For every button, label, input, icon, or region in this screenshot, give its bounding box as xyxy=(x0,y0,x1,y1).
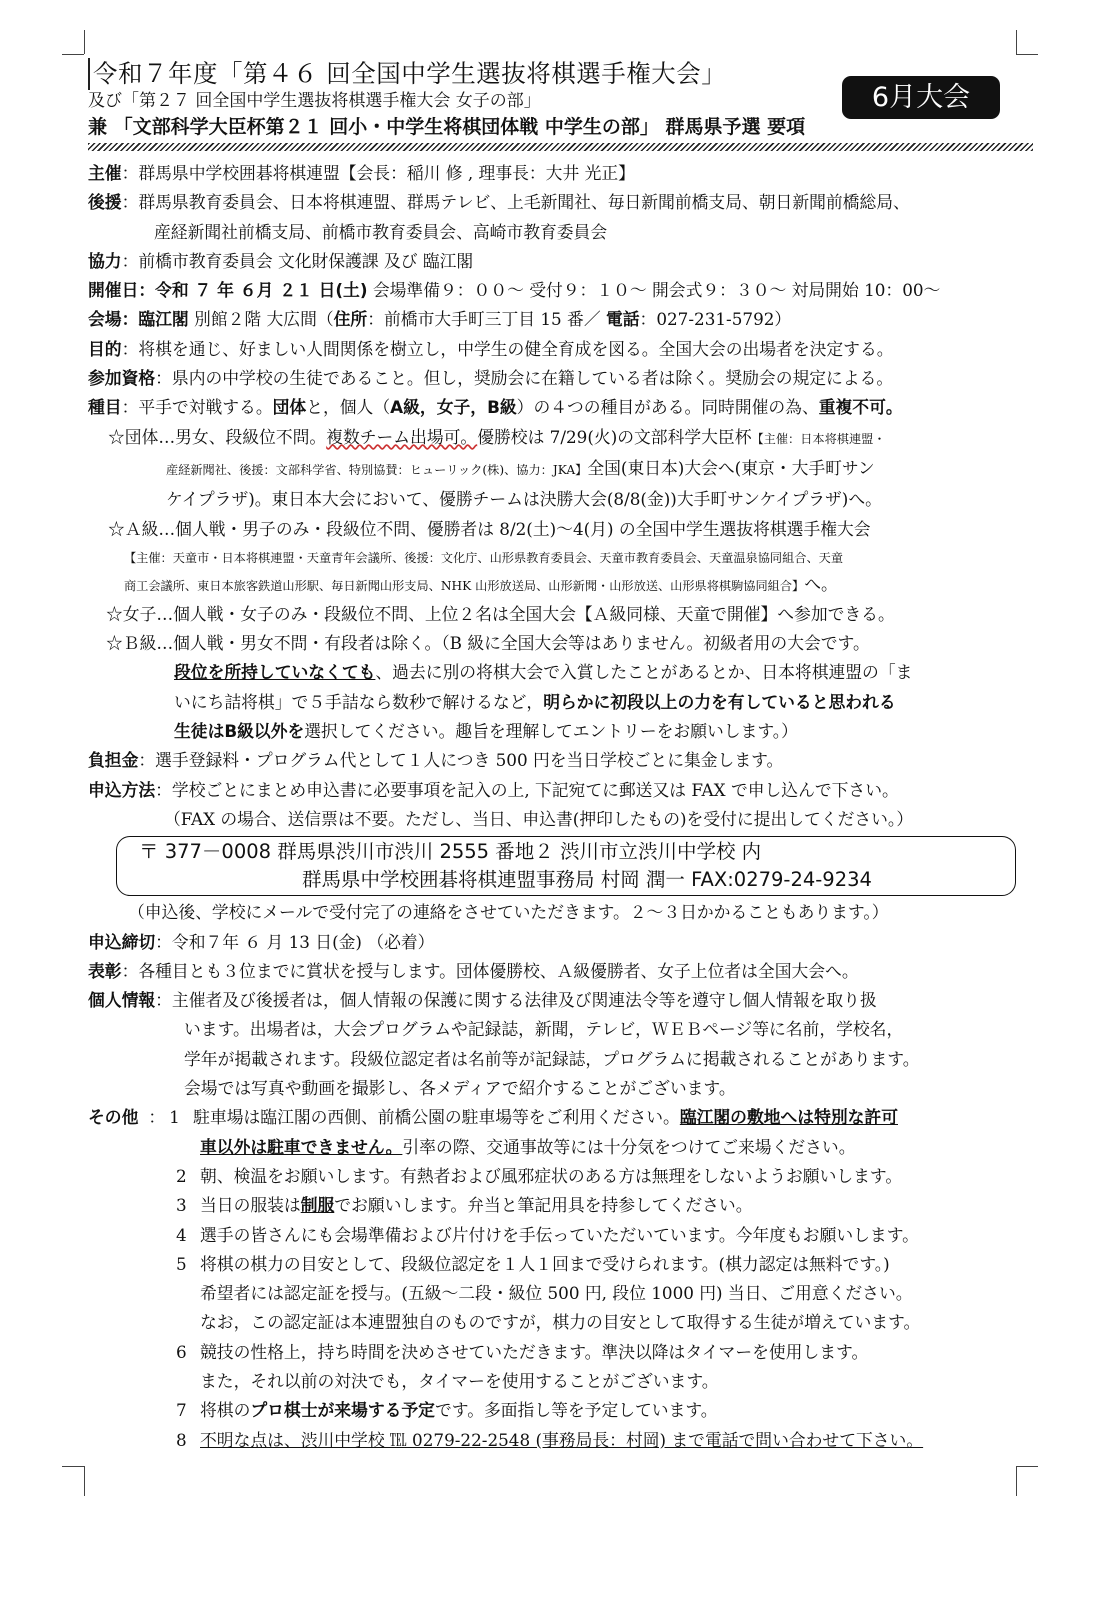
other-item-7 xyxy=(88,1396,1033,1425)
other-item-6b xyxy=(88,1367,1033,1396)
crop-mark-bottom-right-v xyxy=(1016,1466,1017,1496)
class-b-text: いにち詰将棋」で５手詰なら数秒で解けるなど， xyxy=(174,691,544,712)
privacy-row-4 xyxy=(88,1074,1033,1103)
team-text: 優勝校は 7/29(火)の文部科学大臣杯 xyxy=(477,426,752,447)
crop-mark-bottom-left xyxy=(62,1466,84,1467)
class-b-emphasis: 生徒はB級以外を xyxy=(174,721,305,742)
other-item-1 xyxy=(88,1103,1033,1132)
class-b-row-2 xyxy=(88,658,1033,687)
item-number: 3 xyxy=(176,1195,187,1216)
title-line-2: 及び「第２７ 回全国中学生選抜将棋選手権大会 女子の部」 xyxy=(88,91,541,111)
privacy-row xyxy=(88,986,1033,1015)
privacy-label: 個人情報 xyxy=(88,990,156,1011)
class-a-text: ☆Ａ級…個人戦・男子のみ・段級位不問、優勝者は 8/2(土)～4(月) の全国中学生選抜将棋選手権大会 xyxy=(108,518,871,539)
other-item-5b xyxy=(88,1279,1033,1308)
categories-label: 種目 xyxy=(88,397,122,418)
class-b-emphasis: 明らかに初段以上の力を有していると思われる xyxy=(543,691,896,712)
item-text: 競技の性格上，持ち時間を決めさせていただきます。準決以降はタイマーを使用します。 xyxy=(200,1341,869,1362)
organizer-row xyxy=(88,159,1033,188)
item-text: 選手の皆さんにも会場準備および片付けを手伝っていただいています。今年度もお願いします。 xyxy=(200,1224,919,1245)
item-text: 引率の際、交通事故等には十分気をつけてご来場ください。 xyxy=(402,1136,856,1157)
title-block xyxy=(88,58,1033,141)
item-text: でお願いします。弁当と筆記用具を持参してください。 xyxy=(334,1195,753,1216)
other-item-5c xyxy=(88,1308,1033,1337)
schedule-text: 会場準備９：００～ 受付９：１０～ 開会式９：３０～ 対局開始 10：00～ xyxy=(367,280,941,301)
date-label: 開催日 xyxy=(88,280,139,301)
categories-text: ）の４つの種目がある。同時開催の為、 xyxy=(516,397,819,418)
awards-label: 表彰 xyxy=(88,960,122,981)
month-badge: 6月大会 xyxy=(842,76,1000,119)
privacy-row-2 xyxy=(88,1015,1033,1044)
cooperation-text: ：前橋市教育委員会 文化財保護課 及び 臨江閣 xyxy=(121,250,474,271)
item-number: 1 xyxy=(169,1107,180,1128)
organizer-label: 主催 xyxy=(88,163,122,183)
sponsor-label: 後援 xyxy=(88,192,122,213)
item-number: 8 xyxy=(176,1429,187,1450)
no-duplicate-note: 重複不可。 xyxy=(818,397,903,418)
sponsor-row xyxy=(88,188,1033,217)
other-colon: ： xyxy=(148,1107,166,1128)
awards-text: ：各種目とも３位までに賞状を授与します。団体優勝校、Ａ級優勝者、女子上位者は全国大会へ。 xyxy=(121,960,859,981)
other-item-6 xyxy=(88,1338,1033,1367)
address-line-2: 群馬県中学校囲碁将棋連盟事務局 村岡 潤一 FAX:0279-24-9234 xyxy=(302,868,872,892)
team-text: ケイプラザ)。東日本大会において、優勝チームは決勝大会(8/8(金))大手町サンケイプラザ)へ。 xyxy=(166,489,882,510)
after-note-text: （申込後、学校にメールで受付完了の連絡をさせていただきます。２～３日かかることもあります。） xyxy=(128,902,889,923)
application-text-1: ：学校ごとにまとめ申込書に必要事項を記入の上, 下記宛てに郵送又は FAX で申し込んで下さい。 xyxy=(155,779,899,800)
venue-row xyxy=(88,305,1033,334)
cooperation-label: 協力 xyxy=(88,250,122,271)
class-b-text: 、過去に別の将棋大会で入賞したことがあるとか、日本将棋連盟の「ま xyxy=(375,662,913,683)
multiple-teams-note: 複数チーム出場可。 xyxy=(326,426,478,447)
item-number: 7 xyxy=(176,1400,187,1421)
other-item-1b xyxy=(88,1133,1033,1162)
class-b-row-3 xyxy=(88,688,1033,717)
categories-sep: ， xyxy=(419,397,437,418)
categories-text: と，個人（ xyxy=(306,397,391,418)
address-line-1: 〒 377－0008 群馬県渋川市渋川 2555 番地２ 渋川市立渋川中学校 内 xyxy=(139,840,762,864)
deadline-label: 申込締切 xyxy=(88,931,156,952)
deadline-row xyxy=(88,928,1033,957)
item-emphasis: プロ棋士が来場する予定 xyxy=(250,1400,435,1421)
class-b-row-1 xyxy=(88,629,1033,658)
other-item-5 xyxy=(88,1250,1033,1279)
other-label: その他 xyxy=(88,1107,139,1128)
item-number: 5 xyxy=(176,1253,187,1274)
eligibility-label: 参加資格 xyxy=(88,368,156,389)
class-a-small-note: 商工会議所、東日本旅客鉄道山形駅、毎日新聞山形支局、NHK 山形放送局、山形新聞・山形放送、山形県将棋駒協同組合】 xyxy=(124,578,805,593)
application-text-2: （FAX の場合、送信票は不要。ただし、当日、申込書(押印したもの)を受付に提出してください。） xyxy=(164,808,914,829)
item-text: 朝、検温をお願いします。有熱者および風邪症状のある方は無理をしないようお願いします。 xyxy=(200,1165,903,1186)
title-line-1: 令和７年度「第４６ 回全国中学生選抜将棋選手権大会」 xyxy=(88,58,1033,90)
girls-text: ☆女子…個人戦・女子のみ・段級位不問、上位２名は全国大会【Ａ級同様、天童で開催】へ参加できる。 xyxy=(106,603,895,624)
team-row-2 xyxy=(88,454,1033,485)
category-b: B級 xyxy=(487,397,517,418)
hatched-divider xyxy=(88,143,1033,151)
team-row-1 xyxy=(88,423,1033,454)
category-team: 団体 xyxy=(272,397,307,418)
sponsor-row-2 xyxy=(88,218,1033,247)
fee-text: ：選手登録料・プログラム代として１人につき 500 円を当日学校ごとに集金します。 xyxy=(138,750,784,771)
privacy-text-2: います。出場者は，大会プログラムや記録誌，新聞，テレビ，ＷＥＢページ等に名前，学校名， xyxy=(184,1019,904,1040)
after-application-note xyxy=(88,898,1033,927)
girls-row xyxy=(88,600,1033,629)
crop-mark-top-right xyxy=(1016,54,1038,55)
team-small-note: 産経新聞社、後援：文部科学省、特別協賛：ヒューリック(株)、協力：JKA】 xyxy=(166,462,588,477)
crop-mark-top-right-v xyxy=(1016,30,1017,54)
class-a-small-note: 【主催：天童市・日本将棋連盟・天童青年会議所、後援：文化庁、山形県教育委員会、天童市教育委員会、天童温泉協同組合、天童 xyxy=(124,550,844,565)
privacy-text-1: ：主催者及び後援者は，個人情報の保護に関する法律及び関連法令等を遵守し個人情報を取り扱 xyxy=(155,990,877,1011)
other-item-4 xyxy=(88,1221,1033,1250)
venue-address-label: 住所 xyxy=(333,309,368,330)
fee-row xyxy=(88,746,1033,775)
category-girls: 女子 xyxy=(436,397,471,418)
other-item-3 xyxy=(88,1191,1033,1220)
privacy-text-4: 会場では写真や動画を撮影し、各メディアで紹介することがございます。 xyxy=(184,1078,736,1099)
crop-mark-top-left-v xyxy=(84,30,85,54)
item-text: 将棋の xyxy=(200,1400,251,1421)
crop-mark-top-left xyxy=(62,54,84,55)
date-row xyxy=(88,276,1033,305)
other-item-2 xyxy=(88,1162,1033,1191)
item-text: 将棋の棋力の目安として、段級位認定を１人１回まで受けられます。(棋力認定は無料です。) xyxy=(200,1253,890,1274)
item-number: 4 xyxy=(176,1224,187,1245)
item-emphasis: 制服 xyxy=(300,1195,335,1216)
application-row xyxy=(88,776,1033,805)
purpose-text: ：将棋を通じ、好ましい人間関係を樹立し，中学生の健全育成を図る。全国大会の出場者を決定する。 xyxy=(121,338,894,359)
item-number: 6 xyxy=(176,1341,187,1362)
team-text: ☆団体…男女、段級位不問。 xyxy=(108,426,327,447)
item-text: 当日の服装は xyxy=(200,1195,301,1216)
class-a-row-1 xyxy=(88,515,1033,544)
application-label: 申込方法 xyxy=(88,779,156,800)
cooperation-row xyxy=(88,247,1033,276)
event-date: ：令和 ７ 年 ６月 ２１ 日(土) xyxy=(138,280,368,301)
purpose-row xyxy=(88,335,1033,364)
sponsor-text-1: ：群馬県教育委員会、日本将棋連盟、群馬テレビ、上毛新聞社、毎日新聞前橋支局、朝日新聞前橋総局、 xyxy=(121,192,910,213)
categories-row xyxy=(88,393,1033,422)
class-a-text: へ。 xyxy=(804,573,838,594)
address-box xyxy=(116,836,1016,896)
crop-mark-bottom-right xyxy=(1016,1466,1038,1467)
application-row-2 xyxy=(88,805,1033,834)
categories-text: ：平手で対戦する。 xyxy=(121,397,273,418)
item-text: 駐車場は臨江閣の西側、前橋公園の駐車場等をご利用ください。 xyxy=(193,1107,680,1128)
venue-name: ：臨江閣 xyxy=(121,309,189,330)
privacy-text-3: 学年が掲載されます。段級位認定者は名前等が記録誌，プログラムに掲載されることがあります。 xyxy=(184,1048,920,1069)
awards-row xyxy=(88,957,1033,986)
venue-text-1: 別館２階 大広間（ xyxy=(188,309,334,330)
title-line-3: 兼 「文部科学大臣杯第２１ 回小・中学生将棋団体戦 中学生の部」 群馬県予選 要項 xyxy=(88,116,806,138)
team-small-note: 【主催：日本将棋連盟・ xyxy=(751,431,886,446)
organizer-text: ：群馬県中学校囲碁将棋連盟【会長：稲川 修 , 理事長：大井 光正】 xyxy=(121,163,635,183)
team-text: 全国(東日本)大会へ(東京・大手町サン xyxy=(587,457,875,478)
class-a-row-3 xyxy=(88,570,1033,600)
venue-text-3: ：027-231-5792） xyxy=(639,309,792,330)
item-emphasis: 臨江閣の敷地へは特別な許可 xyxy=(679,1107,898,1128)
item-number: 2 xyxy=(176,1165,187,1186)
item-text: また，それ以前の対決でも，タイマーを使用することがございます。 xyxy=(200,1370,719,1391)
sponsor-text-2: 産経新聞社前橋支局、前橋市教育委員会、高崎市教育委員会 xyxy=(154,221,608,242)
class-b-text: 選択してください。趣旨を理解してエントリーをお願いします。） xyxy=(304,721,798,742)
class-b-emphasis: 段位を所持していなくても xyxy=(174,662,376,683)
categories-sep: ， xyxy=(470,397,488,418)
venue-tel-label: 電話 xyxy=(605,309,640,330)
item-text: 希望者には認定証を授与。(五級～二段・級位 500 円, 段位 1000 円) 当日、ご用意ください。 xyxy=(200,1283,913,1304)
other-item-8 xyxy=(88,1426,1033,1455)
class-b-row-4 xyxy=(88,717,1033,746)
team-row-3 xyxy=(88,485,1033,514)
item-emphasis: 車以外は駐車できません。 xyxy=(200,1136,403,1157)
crop-mark-bottom-left-v xyxy=(84,1466,85,1496)
item-text: です。多面指し等を予定しています。 xyxy=(434,1400,718,1421)
class-a-row-2 xyxy=(88,544,1033,570)
venue-label: 会場 xyxy=(88,309,122,330)
document-page xyxy=(88,58,1033,1455)
class-b-text: ☆Ｂ級…個人戦・男女不問・有段者は除く。（B 級に全国大会等はありません。初級者用の大会です。 xyxy=(106,633,870,654)
item-text: なお，この認定証は本連盟独自のものですが，棋力の目安として取得する生徒が増えています。 xyxy=(200,1312,921,1333)
eligibility-text: ：県内の中学校の生徒であること。但し，奨励会に在籍している者は除く。奨励会の規定による。 xyxy=(155,368,894,389)
category-a: A級 xyxy=(390,397,420,418)
purpose-label: 目的 xyxy=(88,338,122,359)
eligibility-row xyxy=(88,364,1033,393)
fee-label: 負担金 xyxy=(88,750,139,771)
privacy-row-3 xyxy=(88,1045,1033,1074)
contact-text: 不明な点は、渋川中学校 ℡ 0279-22-2548 (事務局長：村岡) まで電話で問い合わせて下さい。 xyxy=(200,1429,924,1450)
venue-text-2: ：前橋市大手町三丁目 15 番／ xyxy=(367,309,606,330)
deadline-text: ：令和７年 ６ 月 13 日(金) （必着） xyxy=(155,931,435,952)
